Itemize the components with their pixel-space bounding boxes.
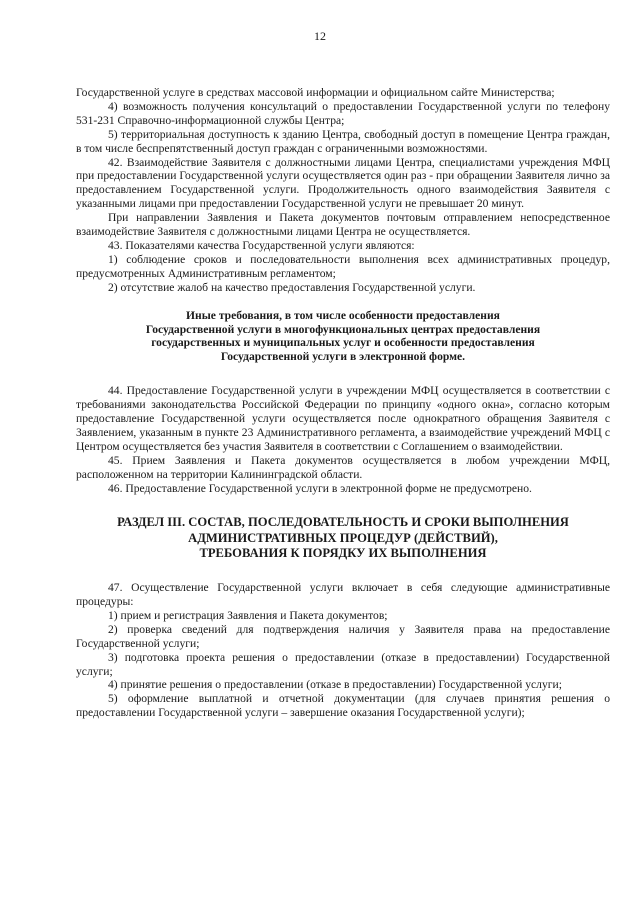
- document-body: [76, 86, 610, 720]
- paragraph-item-5: 5) территориальная доступность к зданию Центра, свободный доступ в помещение Центра граждан, в том числе беспрепятственный доступ граждан с ограниченными возможностями.: [76, 127, 610, 155]
- paragraph-47-item-1: 1) прием и регистрация Заявления и Пакета документов;: [108, 608, 388, 622]
- paragraph-43-item-2: 2) отсутствие жалоб на качество предоставления Государственной услуги.: [108, 280, 476, 294]
- paragraph-47-item-3: 3) подготовка проекта решения о предоставлении (отказе в предоставлении) Государственной услуги;: [76, 650, 610, 678]
- paragraph-continuation: Государственной услуге в средствах массовой информации и официальном сайте Министерства;: [76, 86, 555, 99]
- paragraph-item-4: 4) возможность получения консультаций о предоставлении Государственной услуги по телефону 531-231 Справочно-информационной службы Центра;: [76, 99, 610, 127]
- paragraph-46: 46. Предоставление Государственной услуги в электронной форме не предусмотрено.: [108, 481, 532, 495]
- paragraph-47-item-5: 5) оформление выплатной и отчетной документации (для случаев принятия решения о предоставлении Государственной услуги – завершение оказания Государственной услуги);: [76, 692, 610, 720]
- paragraph-43-item-1: 1) соблюдение сроков и последовательности выполнения всех административных процедур, предусмотренных Административным регламентом;: [76, 252, 610, 280]
- section-heading-other-requirements: Иные требования, в том числе особенности предоставления Государственной услуги в многофункциональных центрах предоставления государственных и муниципальных услуг и особенности предоставления Государственной услуги в электронной форме.: [145, 308, 541, 364]
- paragraph-47-item-4: 4) принятие решения о предоставлении (отказе в предоставлении) Государственной услуги;: [108, 678, 562, 692]
- paragraph-43: 43. Показателями качества Государственной услуги являются:: [108, 238, 415, 252]
- paragraph-47: 47. Осуществление Государственной услуги включает в себя следующие административные процедуры:: [76, 581, 610, 608]
- section-heading-part-3: РАЗДЕЛ III. СОСТАВ, ПОСЛЕДОВАТЕЛЬНОСТЬ И СРОКИ ВЫПОЛНЕНИЯ АДМИНИСТРАТИВНЫХ ПРОЦЕДУР (ДЕЙСТВИЙ), ТРЕБОВАНИЯ К ПОРЯДКУ ИХ ВЫПОЛНЕНИЯ: [117, 515, 569, 560]
- paragraph-42: 42. Взаимодействие Заявителя с должностными лицами Центра, специалистами учреждения МФЦ при предоставлении Государственной услуги осуществляется один раз - при обращении Заявителя лично за предоставлением Государственной услуги. Продолжительность одного взаимодействия Заявителя с указанными лицами при предоставлении Государственной услуги не превышает 20 минут.: [76, 155, 610, 211]
- paragraph-44: 44. Предоставление Государственной услуги в учреждении МФЦ осуществляется в соответствии с требованиями законодательства Российской Федерации по принципу «одного окна», согласно которым предоставление Государственной услуги осуществляется после однократного обращения Заявителя с Заявлением, указанным в пункте 23 Административного регламента, а взаимодействие учреждений МФЦ с Центром осуществляется без участия Заявителя в соответствии с Соглашением о взаимодействии.: [76, 384, 610, 453]
- paragraph-postal: При направлении Заявления и Пакета документов почтовым отправлением непосредственное взаимодействие Заявителя с должностными лицами Центра не осуществляется.: [76, 211, 610, 239]
- page-number: 12: [314, 29, 326, 43]
- paragraph-47-item-2: 2) проверка сведений для подтверждения наличия у Заявителя права на предоставление Государственной услуги;: [76, 622, 610, 650]
- paragraph-45: 45. Прием Заявления и Пакета документов осуществляется в любом учреждении МФЦ, расположенном на территории Калининградской области.: [76, 453, 610, 481]
